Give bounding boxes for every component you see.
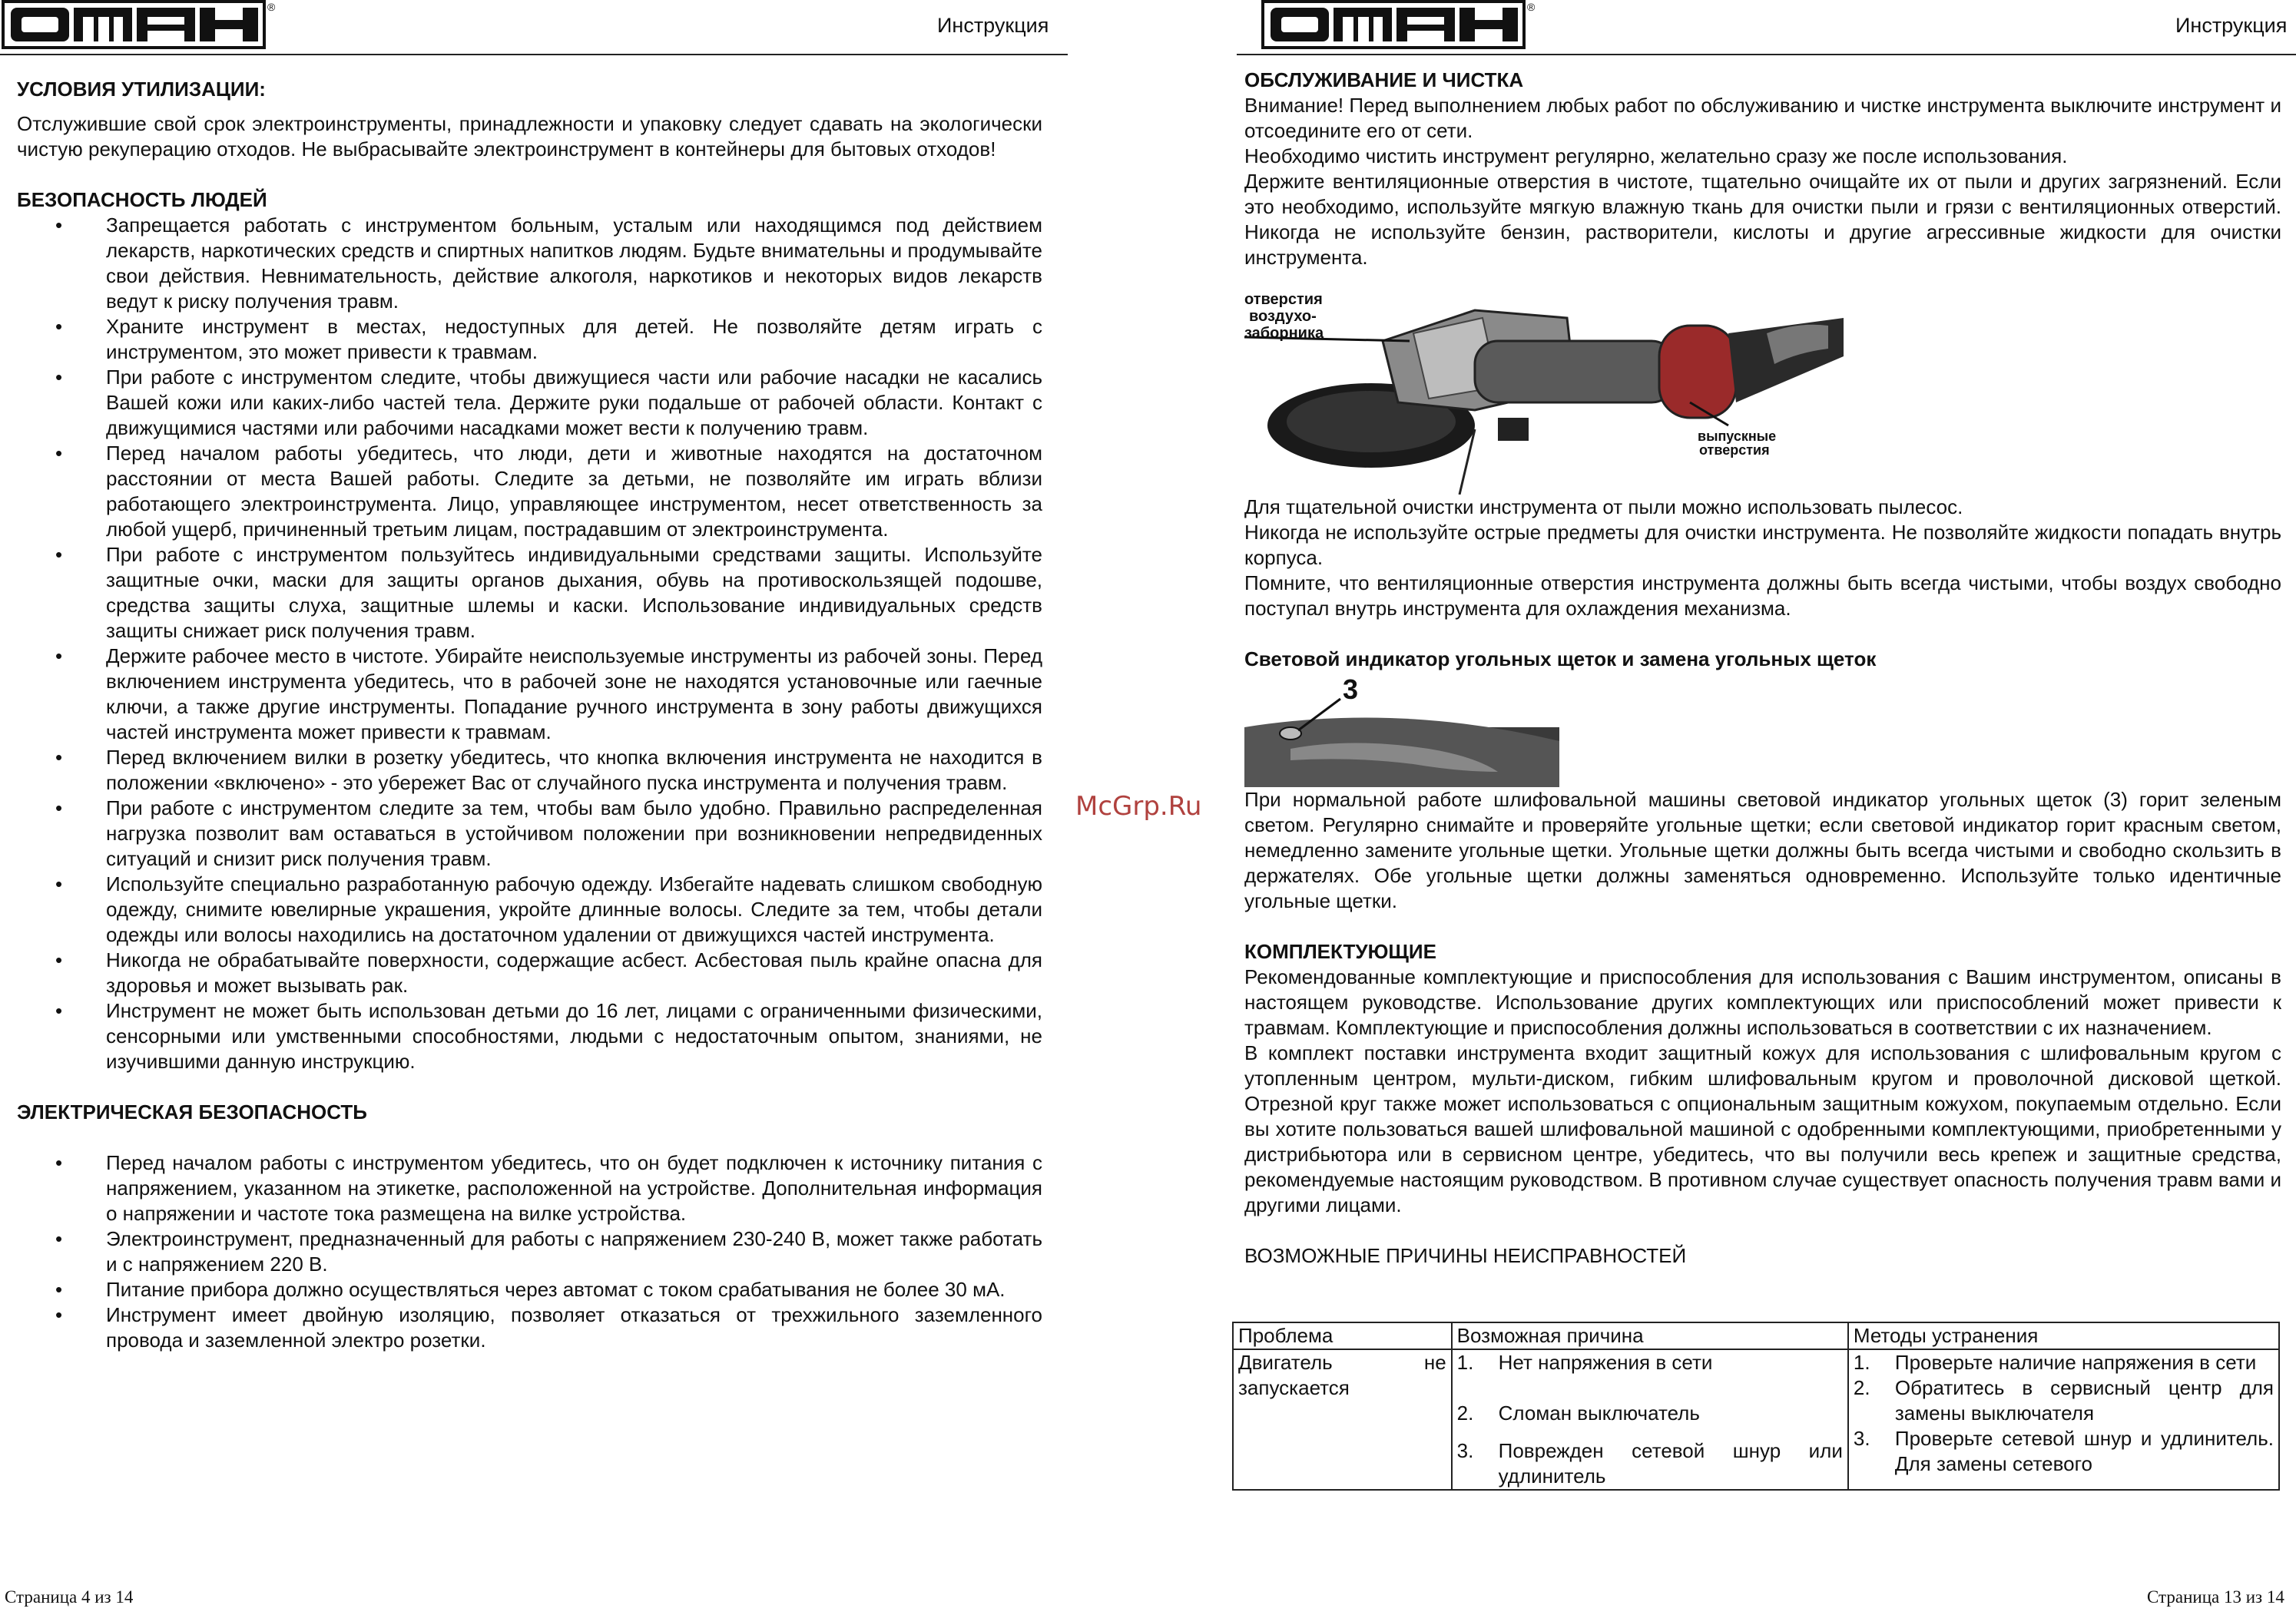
watermark: McGrp.Ru: [1075, 791, 1202, 822]
grinder-vents-figure: [1244, 287, 1874, 495]
people-safety-list: [17, 213, 1042, 1074]
cause-item: Поврежден сетевой шнур или удлинитель: [1498, 1439, 1843, 1488]
header-rule: [1237, 54, 2296, 55]
accessories-paragraph: Рекомендованные комплектующие и приспособления для использования с Вашим инструментом, описаны в настоящем руководстве. Использование других комплектующих или приспособлений может привести к травмам. Комплектующие и приспособления должны использоваться в соответствии с их назначением.: [1244, 965, 2281, 1039]
problem-cell: Двигатель не запускается: [1233, 1349, 1452, 1490]
left-page: [0, 0, 1075, 1615]
column-header: Возможная причина: [1452, 1322, 1848, 1349]
list-item: • Храните инструмент в местах, недоступных для детей. Не позволяйте детям играть с инструментом, это может привести к травмам.: [17, 314, 1042, 365]
omax-logo: [0, 0, 277, 54]
header-title: Инструкция: [937, 14, 1049, 37]
left-content: [17, 77, 1042, 1353]
cause-item: Нет напряжения в сети: [1498, 1351, 1713, 1374]
svg-text:отверстия: отверстия: [1244, 291, 1323, 308]
maintenance-heading: ОБСЛУЖИВАНИЕ И ЧИСТКА: [1244, 68, 1524, 91]
remedies-cell: 1. Проверьте наличие напряжения в сети 2. Обратитесь в сервисный центр для замены выключателя 3. Проверьте сетевой шнур и удлинитель. Для замены сетевого: [1848, 1349, 2279, 1490]
remedy-item: Обратитесь в сервисный центр для замены выключателя: [1894, 1376, 2274, 1425]
maintenance-paragraph: Держите вентиляционные отверстия в чистоте, тщательно очищайте их от пыли и других загрязнений. Если это необходимо, используйте мягкую влажную ткань для очистки пыли и грязи с вентиляционных отверстий. Никогда не используйте бензин, растворители, кислоты и другие агрессивные жидкости для очистки инструмента.: [1244, 170, 2281, 269]
svg-text:воздухо-: воздухо-: [1249, 308, 1317, 325]
accessories-paragraph: В комплект поставки инструмента входит защитный кожух для использования с шлифовальным кругом с утопленным центром, мульти-диском, гибким шлифовальным кругом и проволочной дисковой щеткой. Отрезной круг также может использоваться с опциональным защитным кожухом, покупаемым отдельно. Если вы хотите пользоваться вашей шлифовальной машиной с одобренными комплектующими, приобретенными у дистрибьютора или в сервисном центре, убедитесь, что вы получили весь крепеж и защитные средства, рекомендуемые настоящим руководством. В противном случае существует опасность получения травм вами и другими лицами.: [1244, 1041, 2281, 1216]
table-header-row: [1233, 1322, 2279, 1349]
remedy-item: Проверьте наличие напряжения в сети: [1894, 1351, 2257, 1374]
disposal-text: Отслужившие свой срок электроинструменты, принадлежности и упаковку следует сдавать на экологически чистую рекуперацию отходов. Не выбрасывайте электроинструмент в контейнеры для бытовых отходов!: [17, 112, 1042, 161]
disposal-heading: УСЛОВИЯ УТИЛИЗАЦИИ:: [17, 78, 266, 101]
list-item: • При работе с инструментом следите, чтобы движущиеся части или рабочие насадки не касались Вашей кожи или каких-либо частей тела. Держите руки подальше от рабочей области. Контакт с движущимися частями или рабочими насадками может вести к получению травм.: [17, 365, 1042, 441]
list-item: • Запрещается работать с инструментом больным, усталым или находящимся под действием лекарств, наркотических средств и спиртных напитков людям. Будьте внимательны и продумывайте свои действия. Невнимательность, действие алкоголя, наркотиков и некоторых видов лекарств ведут к риску получения травм.: [17, 213, 1042, 314]
svg-text:3: 3: [1343, 673, 1359, 705]
right-content: [1244, 68, 2281, 1269]
list-item: • Используйте специально разработанную рабочую одежду. Избегайте надевать слишком свободную одежду, снимите ювелирные украшения, укройте длинные волосы. Следите за тем, чтобы детали одежды или волосы находились на достаточном удалении от движущихся частей инструмента.: [17, 872, 1042, 948]
maintenance-paragraph: Внимание! Перед выполнением любых работ по обслуживанию и чистке инструмента выключите инструмент и отсоедините его от сети.: [1244, 94, 2281, 142]
list-item: • Перед началом работы с инструментом убедитесь, что он будет подключен к источнику питания с напряжением, указанном на этикетке, расположенной на устройстве. Дополнительная информация о напряжении и частоте тока размещена на вилке устройства.: [17, 1150, 1042, 1226]
list-item: • Никогда не обрабатывайте поверхности, содержащие асбест. Асбестовая пыль крайне опасна для здоровья и может вызывать рак.: [17, 948, 1042, 998]
brush-indicator-heading: Световой индикатор угольных щеток и замена угольных щеток: [1244, 647, 1877, 670]
svg-text:®: ®: [1527, 1, 1536, 13]
svg-text:®: ®: [267, 1, 276, 13]
list-item: • Перед включением вилки в розетку убедитесь, что кнопка включения инструмента не находится в положении «включено» - это убережет Вас от случайного пуска инструмента и получения травм.: [17, 745, 1042, 796]
list-item: • Инструмент не может быть использован детьми до 16 лет, лицами с ограниченными физическими, сенсорными или умственными способностями, людьми с недостаточным опытом, знаниями, не изучившими данную инструкцию.: [17, 998, 1042, 1074]
list-item: • Питание прибора должно осуществляться через автомат с током срабатывания не более 30 мА.: [17, 1277, 1042, 1302]
maintenance-paragraph: Помните, что вентиляционные отверстия инструмента должны быть всегда чистыми, чтобы воздух свободно поступал внутрь инструмента для охлаждения механизма.: [1244, 571, 2281, 620]
troubleshooting-heading: ВОЗМОЖНЫЕ ПРИЧИНЫ НЕИСПРАВНОСТЕЙ: [1244, 1244, 1687, 1267]
list-item: • При работе с инструментом следите за тем, чтобы вам было удобно. Правильно распределенная нагрузка позволит вам оставаться в устойчивом положении при возникновении непредвиденных ситуаций и снизит риск получения травм.: [17, 796, 1042, 872]
brush-indicator-figure: [1244, 672, 1567, 787]
svg-text:выпускные: выпускные: [1698, 429, 1777, 444]
page-number: Страница 4 из 14: [5, 1587, 134, 1607]
omax-logo: [1260, 0, 1536, 54]
list-item: • Перед началом работы убедитесь, что люди, дети и животные находятся на достаточном расстоянии от места Вашей работы. Следите за детьми, не позволяйте им играть вблизи работающего электроинструмента. Лицо, управляющее инструментом, несет ответственность за любой ущерб, причиненный третьим лицам, пострадавшим от электроинструмента.: [17, 441, 1042, 542]
list-item: • Электроинструмент, предназначенный для работы с напряжением 230-240 В, может также работать и с напряжением 220 В.: [17, 1226, 1042, 1277]
list-item: • При работе с инструментом пользуйтесь индивидуальными средствами защиты. Используйте защитные очки, маски для защиты органов дыхания, обувь на противоскользящей подошве, средства защиты слуха, защитные шлемы и каски. Использование индивидуальных средств защиты снижает риск получения травм.: [17, 542, 1042, 644]
page-number: Страница 13 из 14: [2147, 1587, 2284, 1607]
column-header: Методы устранения: [1848, 1322, 2279, 1349]
svg-text:отверстия: отверстия: [1699, 442, 1770, 458]
header-rule: [0, 54, 1068, 55]
brush-indicator-text: При нормальной работе шлифовальной машины световой индикатор угольных щеток (3) горит зеленым светом. Регулярно снимайте и проверяйте угольные щетки; если световой индикатор горит красным светом, немедленно замените угольные щетки. Угольные щетки должны быть всегда чистыми и свободно скользить в держателях. Обе угольные щетки должны заменяться одновременно. Используйте только идентичные угольные щетки.: [1244, 788, 2281, 912]
remedy-item: Проверьте сетевой шнур и удлинитель. Для замены сетевого: [1894, 1427, 2274, 1475]
cause-item: Сломан выключатель: [1498, 1402, 1700, 1425]
people-safety-heading: БЕЗОПАСНОСТЬ ЛЮДЕЙ: [17, 188, 267, 211]
right-page: [1229, 0, 2296, 1615]
svg-text:заборника: заборника: [1244, 325, 1324, 342]
maintenance-paragraph: Для тщательной очистки инструмента от пыли можно использовать пылесос.: [1244, 495, 1963, 518]
list-item: • Инструмент имеет двойную изоляцию, позволяет отказаться от трехжильного заземленного провода и заземленной электро розетки.: [17, 1302, 1042, 1353]
causes-cell: 1. Нет напряжения в сети 2. Сломан выключатель 3. Поврежден сетевой шнур или удлинитель: [1452, 1349, 1848, 1490]
maintenance-paragraph: Необходимо чистить инструмент регулярно, желательно сразу же после использования.: [1244, 144, 2068, 167]
electrical-safety-list: [17, 1150, 1042, 1353]
header-title: Инструкция: [2175, 14, 2288, 37]
table-row: [1233, 1349, 2279, 1490]
accessories-heading: КОМПЛЕКТУЮЩИЕ: [1244, 940, 1436, 963]
troubleshooting-table: [1232, 1322, 2280, 1491]
maintenance-paragraph: Никогда не используйте острые предметы для очистки инструмента. Не позволяйте жидкости попадать внутрь корпуса.: [1244, 521, 2281, 569]
column-header: Проблема: [1233, 1322, 1452, 1349]
list-item: • Держите рабочее место в чистоте. Убирайте неиспользуемые инструменты из рабочей зоны. Перед включением инструмента убедитесь, что в рабочей зоне не находятся установочные или гаечные ключи, а также другие инструменты. Попадание ручного инструмента в зону работы движущихся частей инструмента может привести к травмам.: [17, 644, 1042, 745]
electrical-safety-heading: ЭЛЕКТРИЧЕСКАЯ БЕЗОПАСНОСТЬ: [17, 1100, 367, 1124]
